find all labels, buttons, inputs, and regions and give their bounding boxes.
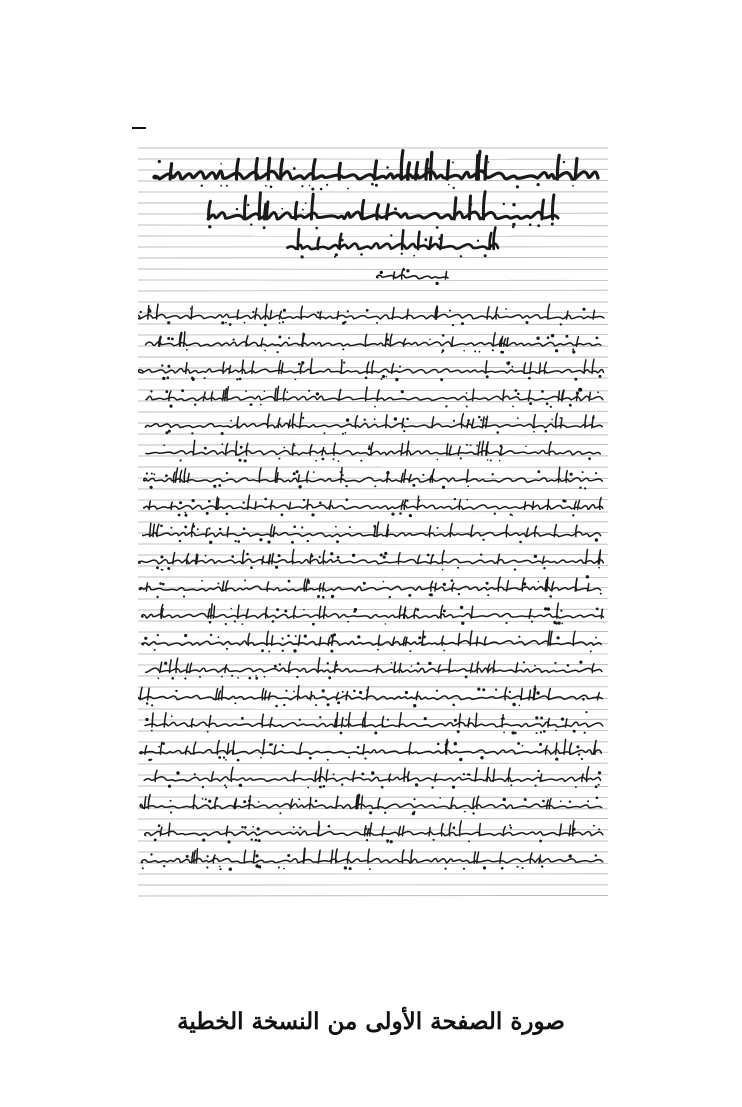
figure-caption: صورة الصفحة الأولى من النسخة الخطية bbox=[177, 1008, 565, 1035]
manuscript-scan-icon bbox=[138, 140, 608, 910]
manuscript-image bbox=[138, 140, 608, 910]
page-corner-mark bbox=[132, 127, 146, 129]
